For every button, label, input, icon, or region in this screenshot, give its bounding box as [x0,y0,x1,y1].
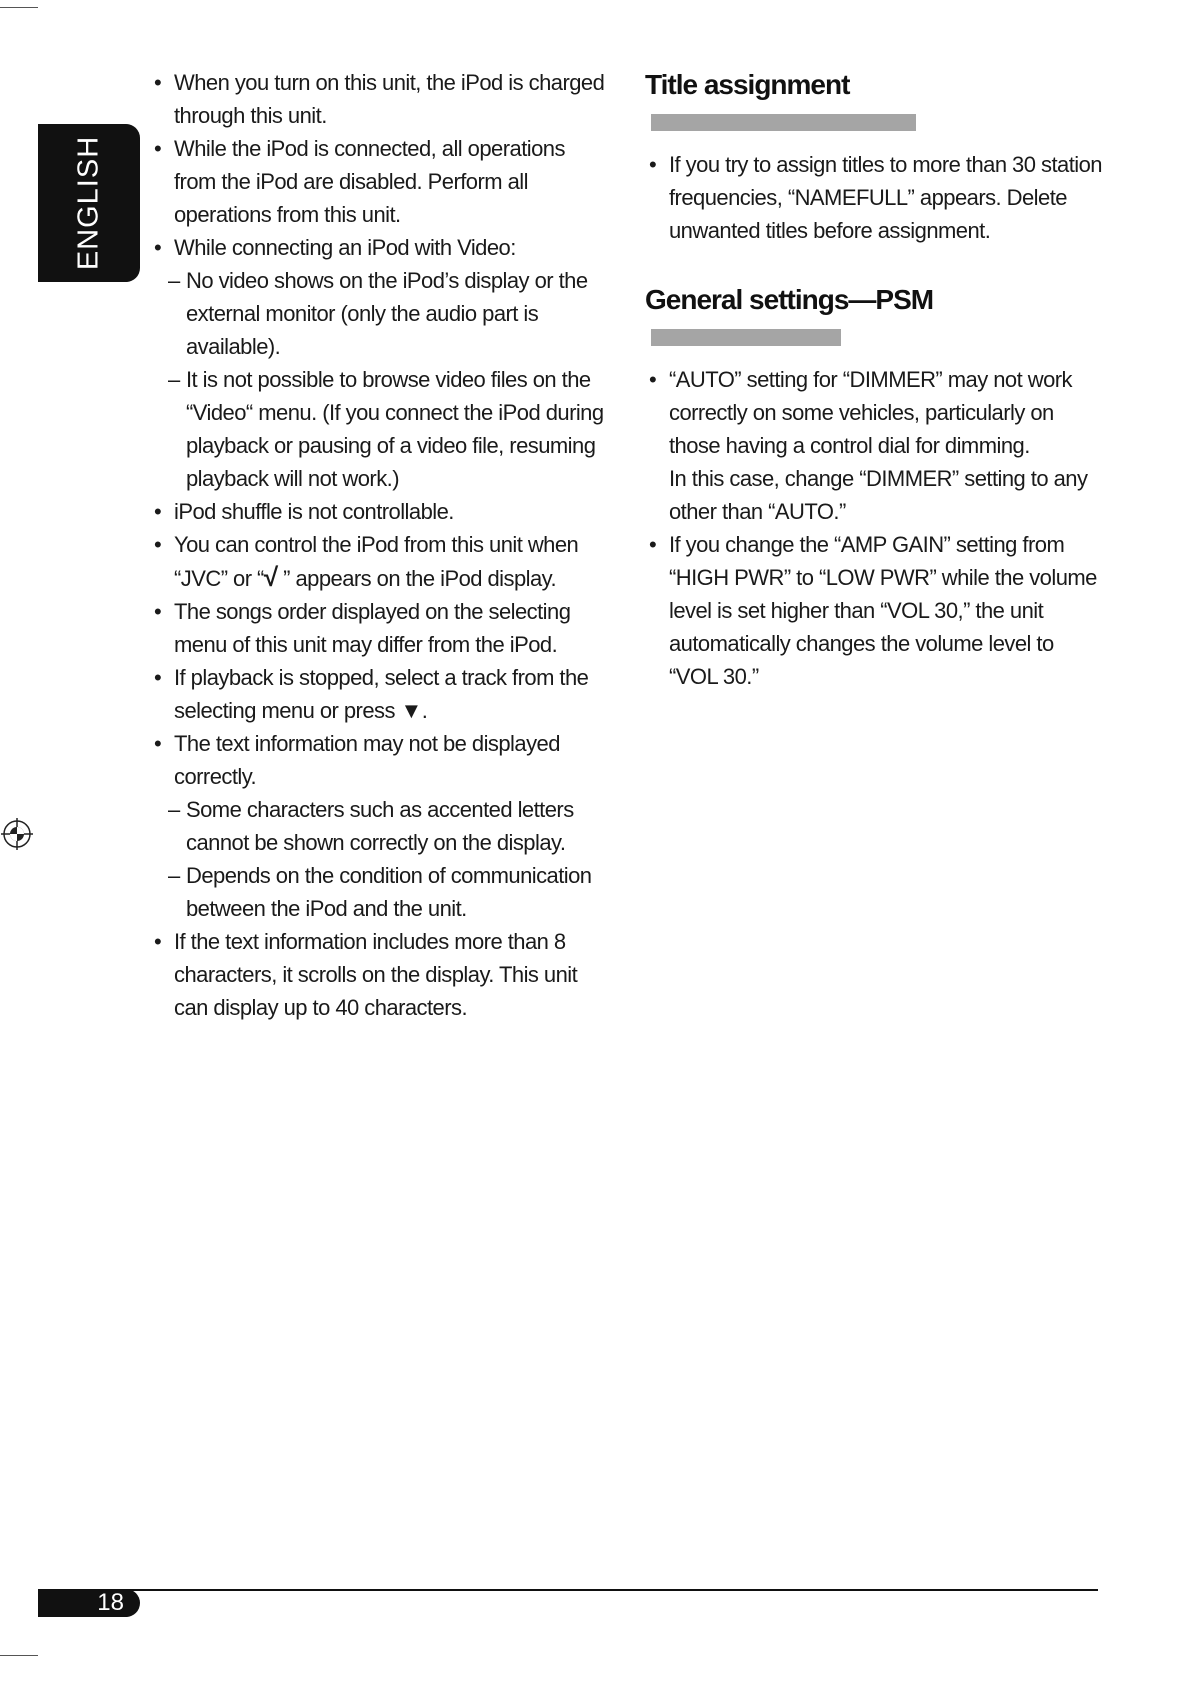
item-text-before: You can control the iPod from this unit when “JVC” or “ [174,532,579,591]
list-item [150,132,610,231]
item-text: iPod shuffle is not controllable. [174,499,454,524]
bullet-icon: • [154,929,162,954]
list-item [150,727,610,793]
dash-icon: – [168,797,180,822]
dash-icon: – [168,268,180,293]
section-heading-title-assignment [645,66,1105,142]
bullet-icon: • [154,70,162,95]
list-item [645,363,1105,528]
list-item [645,148,1105,247]
registration-mark-icon [1,818,33,850]
item-text: While the iPod is connected, all operations from the iPod are disabled. Perform all operations from this unit. [174,136,565,227]
bullet-icon: • [649,367,657,392]
sub-item-text: It is not possible to browse video files on the “Video“ menu. (If you connect the iPod during playback or pausing of a video file, resuming playback will not work.) [186,367,604,491]
bullet-icon: • [649,532,657,557]
sub-list-item [168,363,610,495]
sub-item-text: Depends on the condition of communication between the iPod and the unit. [186,863,592,921]
list-item [150,495,610,528]
bullet-icon: • [154,665,162,690]
item-text: If you try to assign titles to more than 30 station frequencies, “NAMEFULL” appears. Delete unwanted titles before assignment. [669,152,1102,243]
bullet-icon: • [154,235,162,260]
page-number: 18 [38,1589,140,1617]
item-text-after: ” appears on the iPod display. [277,566,557,591]
dash-icon: – [168,367,180,392]
item-text-after: . [421,698,428,723]
sub-item-text: Some characters such as accented letters cannot be shown correctly on the display. [186,797,574,855]
heading-rule [651,114,916,131]
section-heading-text: Title assignment [645,69,850,100]
list-item [150,925,610,1024]
item-text-before: If playback is stopped, select a track from the selecting menu or press [174,665,589,723]
bullet-icon: • [154,499,162,524]
list-item [150,595,610,661]
down-arrow-icon: ▼ [400,698,422,723]
language-tab [38,124,140,282]
sub-list-item [168,859,610,925]
bullet-icon: • [154,731,162,756]
check-icon: √ [263,562,278,592]
sub-list-item [168,264,610,363]
section-heading-text: General settings—PSM [645,284,934,315]
left-column [150,66,610,1024]
bullet-icon: • [649,152,657,177]
dash-icon: – [168,863,180,888]
list-item [150,231,610,264]
footer-rule [38,1589,1098,1591]
item-text: If you change the “AMP GAIN” setting from “HIGH PWR” to “LOW PWR” while the volume level is set higher than “VOL 30,” the unit automatically changes the volume level to “VOL 30.” [669,532,1097,689]
heading-rule [651,329,841,346]
item-continuation-text: In this case, change “DIMMER” setting to any other than “AUTO.” [669,466,1088,524]
language-label: ENGLISH [72,135,105,271]
crop-mark-bottom [0,1655,38,1656]
section-heading-general-settings [645,281,1105,357]
sub-item-text: No video shows on the iPod’s display or the external monitor (only the audio part is available). [186,268,588,359]
section-spacer [645,247,1105,281]
item-text: The text information may not be displayed correctly. [174,731,560,789]
list-item [150,66,610,132]
item-text: If the text information includes more than 8 characters, it scrolls on the display. This unit can display up to 40 characters. [174,929,578,1020]
right-column [645,66,1105,693]
item-text: The songs order displayed on the selecting menu of this unit may differ from the iPod. [174,599,571,657]
crop-mark-top [0,7,38,8]
bullet-icon: • [154,532,162,557]
item-text: “AUTO” setting for “DIMMER” may not work correctly on some vehicles, particularly on those having a control dial for dimming. [669,367,1072,458]
bullet-icon: • [154,599,162,624]
list-item [150,661,610,727]
item-text: When you turn on this unit, the iPod is charged through this unit. [174,70,605,128]
list-item [645,528,1105,693]
bullet-icon: • [154,136,162,161]
sub-list-item [168,793,610,859]
list-item [150,528,610,595]
item-text: While connecting an iPod with Video: [174,235,516,260]
